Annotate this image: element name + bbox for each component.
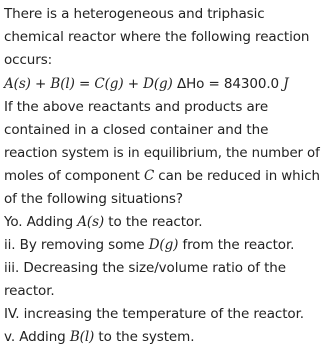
product-d: D(g) [143,76,173,92]
option-i [4,213,202,231]
option-v-prefix: v. Adding [4,329,70,345]
intro-line-2: chemical reactor where the following reaction [4,29,310,45]
option-ii-species: D(g) [148,237,179,253]
option-v-species: B(l) [69,329,95,345]
stem-line-2: contained in a closed container and the [4,122,269,138]
plus-sign: + [123,76,144,92]
option-v-suffix: to the system. [94,329,195,345]
reactant-a: A(s) [4,76,31,92]
enthalpy-unit: J [283,76,289,92]
reaction-equation [4,75,289,93]
stem-line-3: reaction system is in equilibrium, the number of [4,145,320,161]
option-ii-prefix: ii. By removing some [4,237,149,253]
enthalpy-value: = 84300.0 [204,76,284,92]
option-i-species: A(s) [77,214,105,230]
component-c-symbol: C [143,168,155,184]
stem-line-4 [4,167,320,185]
stem-line-4-before: moles of component [4,168,144,184]
enthalpy-symbol: ΔHo [176,76,205,92]
intro-line-1: There is a heterogeneous and triphasic [4,6,265,22]
reactant-b: B(l) [50,76,75,92]
stem-line-1: If the above reactants and products are [4,99,269,115]
option-v [4,328,194,346]
option-iii-line-2: reactor. [4,283,55,299]
stem-line-4-after: can be reduced in which [154,168,320,184]
option-ii [4,236,294,254]
stem-line-5: of the following situations? [4,191,183,207]
option-ii-suffix: from the reactor. [178,237,295,253]
product-c: C(g) [94,76,124,92]
option-iv: IV. increasing the temperature of the reactor. [4,306,304,322]
intro-line-3: occurs: [4,52,53,68]
option-i-suffix: to the reactor. [104,214,203,230]
plus-sign: + [30,76,51,92]
option-iii-line-1: iii. Decreasing the size/volume ratio of the [4,260,286,276]
equals-sign: = [74,76,95,92]
option-i-prefix: Yo. Adding [4,214,78,230]
